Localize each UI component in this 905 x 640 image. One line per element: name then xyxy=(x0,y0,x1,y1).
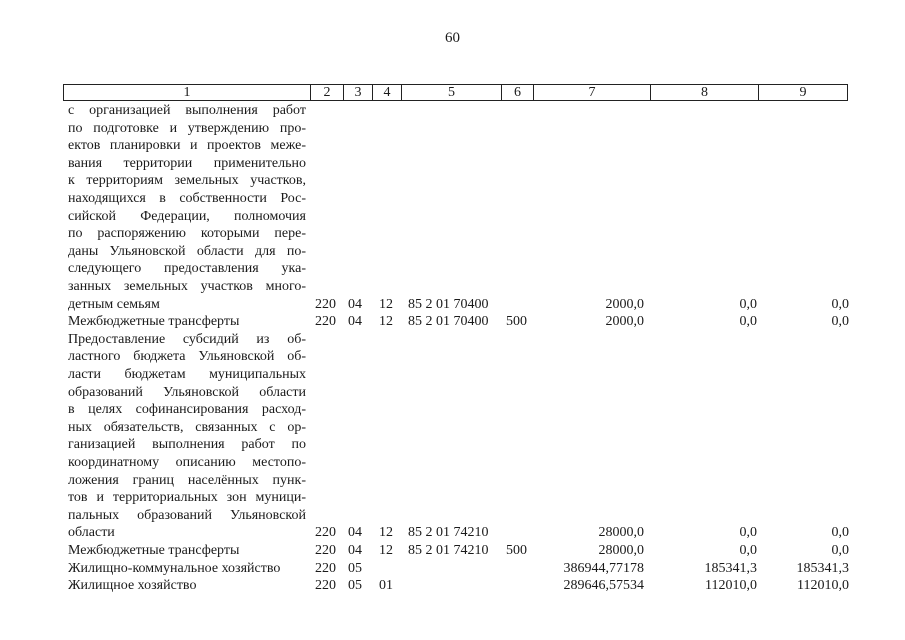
cell-c5: 85 2 01 70400 xyxy=(408,296,489,312)
cell-c7: 28000,0 xyxy=(598,542,644,558)
row-name-line: ластного бюджета Ульяновской об- xyxy=(68,349,306,365)
row-name-line: занных земельных участков много- xyxy=(68,278,306,294)
page-number: 60 xyxy=(445,30,460,46)
row-name xyxy=(68,542,308,560)
cell-c2: 220 xyxy=(315,314,336,330)
header-col-9: 9 xyxy=(758,85,847,100)
table-row xyxy=(0,313,905,331)
row-name-line: Жилищно-коммунальное хозяйство xyxy=(68,560,281,576)
cell-c3: 04 xyxy=(348,542,362,558)
row-name-line: области xyxy=(68,525,115,541)
cell-c3: 04 xyxy=(348,314,362,330)
row-name-line: ных обязательств, связанных с ор- xyxy=(68,419,306,435)
cell-c3: 05 xyxy=(348,560,362,576)
table-row xyxy=(0,542,905,560)
cell-c4: 12 xyxy=(379,542,393,558)
row-name-line: находящихся в собственности Рос- xyxy=(68,190,306,206)
header-col-4: 4 xyxy=(372,85,401,100)
cell-c2: 220 xyxy=(315,560,336,576)
header-col-6: 6 xyxy=(501,85,533,100)
cell-c8: 0,0 xyxy=(739,525,757,541)
cell-c8: 0,0 xyxy=(739,296,757,312)
cell-c7: 2000,0 xyxy=(605,314,644,330)
cell-c8: 0,0 xyxy=(739,542,757,558)
table-row xyxy=(0,331,905,542)
row-name xyxy=(68,577,308,595)
cell-c7: 289646,57534 xyxy=(563,578,644,594)
row-name-line: ектов планировки и проектов меже- xyxy=(68,138,306,154)
row-name-line: Предоставление субсидий из об- xyxy=(68,331,306,347)
row-name-line: образований Ульяновской области xyxy=(68,384,306,400)
cell-c6: 500 xyxy=(506,542,527,558)
row-name-line: тов и территориальных зон муници- xyxy=(68,490,306,506)
cell-c9: 112010,0 xyxy=(797,578,849,594)
row-name-line: ложения границ населённых пунк- xyxy=(68,472,306,488)
row-name-line: по подготовке и утверждению про- xyxy=(68,120,306,136)
table-header-row xyxy=(63,84,848,101)
header-col-7: 7 xyxy=(533,85,650,100)
row-name-line: в целях софинансирования расход- xyxy=(68,402,306,418)
cell-c2: 220 xyxy=(315,578,336,594)
table-row xyxy=(0,577,905,595)
cell-c9: 0,0 xyxy=(831,525,849,541)
table-body xyxy=(0,102,905,595)
row-name xyxy=(68,560,308,578)
row-name xyxy=(68,313,308,331)
row-name-line: с организацией выполнения работ xyxy=(68,103,306,118)
cell-c6: 500 xyxy=(506,314,527,330)
table-row xyxy=(0,102,905,313)
cell-c2: 220 xyxy=(315,296,336,312)
cell-c2: 220 xyxy=(315,542,336,558)
cell-c9: 0,0 xyxy=(831,314,849,330)
cell-c5: 85 2 01 74210 xyxy=(408,525,489,541)
row-name-line: детным семьям xyxy=(68,296,160,312)
row-name-line: вания территории применительно xyxy=(68,155,306,171)
row-name xyxy=(68,102,306,313)
row-name-line: пальных образований Ульяновской xyxy=(68,507,306,523)
cell-c4: 12 xyxy=(379,525,393,541)
row-name-line: Межбюджетные трансферты xyxy=(68,314,240,330)
row-name-line: по распоряжению которыми пере- xyxy=(68,226,306,242)
cell-c9: 185341,3 xyxy=(796,560,849,576)
cell-c4: 12 xyxy=(379,296,393,312)
cell-c3: 05 xyxy=(348,578,362,594)
table-row xyxy=(0,560,905,578)
cell-c3: 04 xyxy=(348,525,362,541)
cell-c4: 12 xyxy=(379,314,393,330)
cell-c4: 01 xyxy=(379,578,393,594)
cell-c8: 185341,3 xyxy=(704,560,757,576)
row-name-line: ганизацией выполнения работ по xyxy=(68,437,306,453)
cell-c8: 112010,0 xyxy=(705,578,757,594)
cell-c5: 85 2 01 74210 xyxy=(408,542,489,558)
row-name-line: Межбюджетные трансферты xyxy=(68,542,240,558)
cell-c3: 04 xyxy=(348,296,362,312)
header-col-5: 5 xyxy=(401,85,501,100)
cell-c9: 0,0 xyxy=(831,296,849,312)
row-name-line: даны Ульяновской области для по- xyxy=(68,243,306,259)
cell-c8: 0,0 xyxy=(739,314,757,330)
header-col-1: 1 xyxy=(183,85,191,100)
cell-c5: 85 2 01 70400 xyxy=(408,314,489,330)
cell-c7: 386944,77178 xyxy=(563,560,644,576)
cell-c7: 2000,0 xyxy=(605,296,644,312)
header-col-3: 3 xyxy=(343,85,372,100)
cell-c7: 28000,0 xyxy=(598,525,644,541)
header-col-2: 2 xyxy=(310,85,343,100)
row-name-line: Жилищное хозяйство xyxy=(68,578,197,594)
cell-c9: 0,0 xyxy=(831,542,849,558)
row-name-line: ласти бюджетам муниципальных xyxy=(68,366,306,382)
cell-c2: 220 xyxy=(315,525,336,541)
row-name-line: к территориям земельных участков, xyxy=(68,173,306,189)
row-name xyxy=(68,331,306,542)
row-name-line: сийской Федерации, полномочия xyxy=(68,208,306,224)
header-col-8: 8 xyxy=(650,85,758,100)
row-name-line: координатному описанию местопо- xyxy=(68,454,306,470)
row-name-line: следующего предоставления ука- xyxy=(68,261,306,277)
